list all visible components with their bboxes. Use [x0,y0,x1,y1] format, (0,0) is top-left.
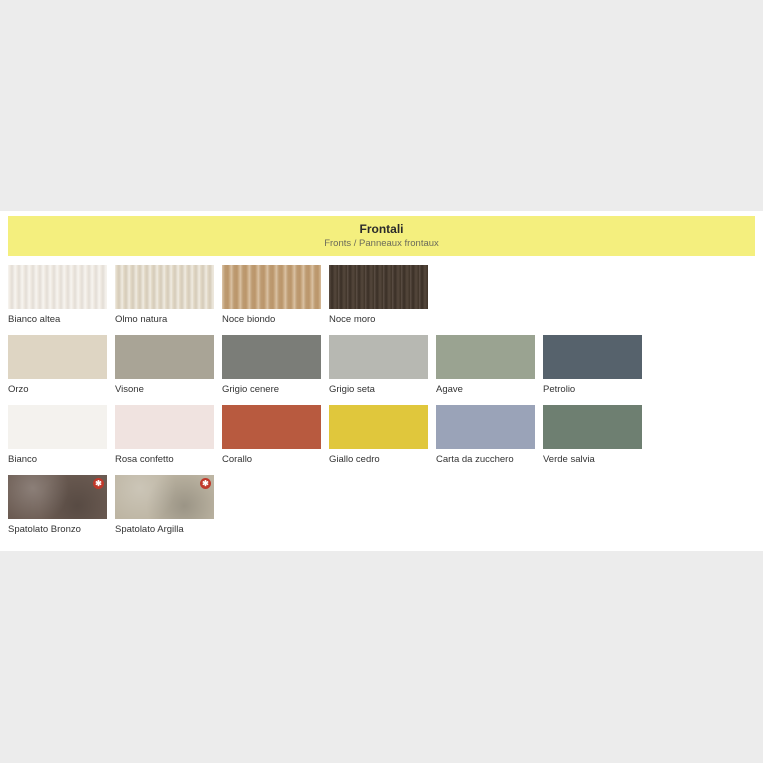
swatch-item[interactable] [115,475,214,536]
swatch-item[interactable] [8,265,107,326]
swatch-color [436,335,535,379]
swatch-color [115,405,214,449]
swatch-item[interactable] [8,405,107,466]
swatch-color [115,335,214,379]
swatch-label: Rosa confetto [115,454,174,465]
star-badge-icon: ✱ [93,478,104,489]
swatch-label: Agave [436,384,463,395]
swatch-label: Olmo natura [115,314,168,325]
swatch-item[interactable] [222,335,321,396]
swatch-item[interactable] [329,405,428,466]
swatch-item[interactable] [329,265,428,326]
swatch-label: Noce moro [329,314,376,325]
swatch-label: Verde salvia [543,454,595,465]
swatch-label: Noce biondo [222,314,276,325]
swatch-label: Giallo cedro [329,454,380,465]
swatch-item[interactable] [329,335,428,396]
star-badge-icon: ✱ [200,478,211,489]
color-chart-sheet [0,211,763,551]
swatch-label: Spatolato Argilla [115,524,184,535]
section-banner [8,216,755,256]
swatch-color [222,265,321,309]
swatch-label: Grigio cenere [222,384,280,395]
swatch-color [543,335,642,379]
swatch-color [222,405,321,449]
swatch-item[interactable] [115,335,214,396]
swatch-label: Bianco [8,454,38,465]
swatch-label: Petrolio [543,384,576,395]
swatch-color [8,335,107,379]
swatch-color [543,405,642,449]
swatch-item[interactable] [543,405,642,466]
swatch-item[interactable] [115,405,214,466]
swatch-item[interactable] [222,265,321,326]
swatch-label: Carta da zucchero [436,454,514,465]
swatch-label: Orzo [8,384,29,395]
swatch-color [329,265,428,309]
swatch-label: Visone [115,384,144,395]
swatch-item[interactable] [222,405,321,466]
swatch-color [115,265,214,309]
swatch-label: Corallo [222,454,253,465]
swatch-item[interactable] [543,335,642,396]
swatch-row [8,405,755,466]
swatch-color [436,405,535,449]
swatch-color [8,475,107,519]
swatch-label: Bianco altea [8,314,61,325]
section-subtitle: Fronts / Panneaux frontaux [324,238,439,249]
swatch-color [8,405,107,449]
swatch-row [8,335,755,396]
swatch-label: Spatolato Bronzo [8,524,81,535]
swatch-row [8,265,755,326]
swatch-color [329,335,428,379]
swatch-item[interactable] [8,335,107,396]
swatch-color [329,405,428,449]
swatch-item[interactable] [8,475,107,536]
swatch-row [8,475,755,536]
swatch-item[interactable] [436,405,535,466]
swatch-color [8,265,107,309]
swatch-color [115,475,214,519]
swatch-color [222,335,321,379]
swatch-grid [0,265,763,536]
swatch-label: Grigio seta [329,384,375,395]
swatch-item[interactable] [115,265,214,326]
section-title: Frontali [359,222,404,236]
swatch-item[interactable] [436,335,535,396]
